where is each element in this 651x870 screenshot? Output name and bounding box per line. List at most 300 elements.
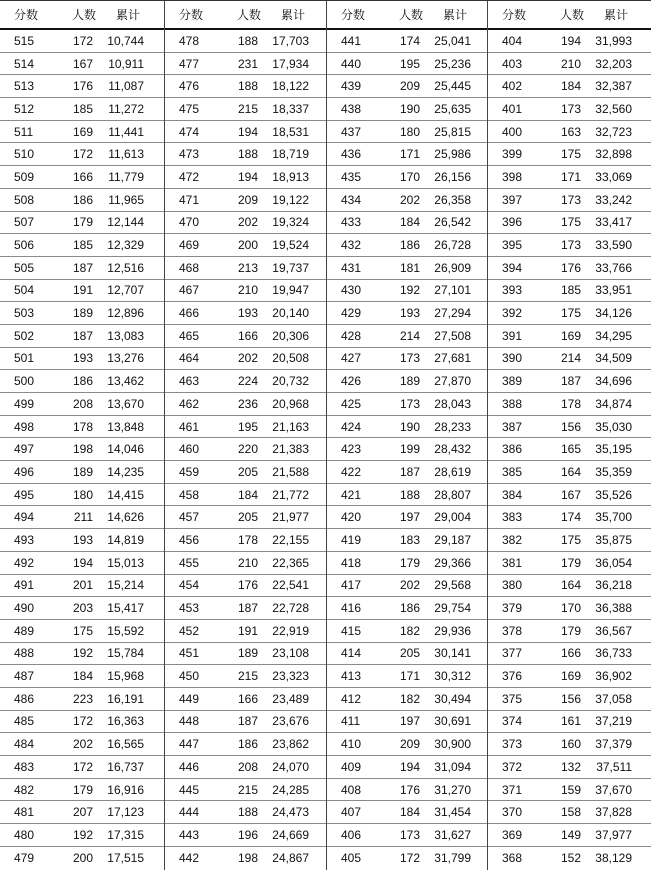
score-cell: 410 [341, 737, 362, 752]
count-cell: 178 [560, 396, 581, 411]
table-row [165, 257, 326, 280]
score-cell: 435 [341, 169, 362, 184]
score-cell: 499 [14, 396, 35, 411]
table-row [488, 824, 651, 847]
table-row [165, 30, 326, 53]
cumulative-cell: 20,508 [272, 351, 309, 366]
score-cell: 378 [502, 623, 523, 638]
table-row [165, 643, 326, 666]
table-row [327, 98, 487, 121]
score-cell: 439 [341, 79, 362, 94]
score-cell: 413 [341, 669, 362, 684]
score-cell: 406 [341, 827, 362, 842]
table-row [327, 234, 487, 257]
count-cell: 188 [237, 805, 258, 820]
cumulative-cell: 35,700 [595, 510, 632, 525]
cumulative-cell: 26,358 [434, 192, 471, 207]
score-cell: 505 [14, 260, 35, 275]
count-cell: 170 [399, 169, 420, 184]
table-row [165, 393, 326, 416]
score-cell: 465 [179, 328, 200, 343]
score-cell: 457 [179, 510, 200, 525]
header-row [488, 1, 651, 30]
score-cell: 445 [179, 782, 200, 797]
table-row [0, 189, 164, 212]
score-cell: 446 [179, 759, 200, 774]
table-row [165, 75, 326, 98]
table-row [488, 121, 651, 144]
cumulative-cell: 36,218 [595, 578, 632, 593]
count-cell: 200 [72, 851, 93, 866]
table-row [488, 370, 651, 393]
cumulative-cell: 22,728 [272, 601, 309, 616]
score-cell: 427 [341, 351, 362, 366]
score-cell: 443 [179, 827, 200, 842]
table-row [0, 643, 164, 666]
table-row [488, 529, 651, 552]
score-cell: 380 [502, 578, 523, 593]
cumulative-cell: 25,635 [434, 101, 471, 116]
cumulative-cell: 26,728 [434, 238, 471, 253]
cumulative-cell: 19,324 [272, 215, 309, 230]
score-cell: 369 [502, 827, 523, 842]
score-cell: 381 [502, 555, 523, 570]
cumulative-cell: 11,087 [108, 79, 144, 94]
count-cell: 202 [237, 351, 258, 366]
table-row [0, 280, 164, 303]
count-cell: 166 [237, 691, 258, 706]
cumulative-cell: 21,977 [272, 510, 309, 525]
score-cell: 460 [179, 442, 200, 457]
score-cell: 430 [341, 283, 362, 298]
score-cell: 398 [502, 169, 523, 184]
count-cell: 132 [560, 759, 581, 774]
header-row [0, 1, 164, 30]
score-cell: 506 [14, 238, 35, 253]
cumulative-cell: 16,363 [107, 714, 144, 729]
table-row [327, 166, 487, 189]
table-row [0, 801, 164, 824]
score-cell: 507 [14, 215, 35, 230]
count-cell: 172 [72, 147, 93, 162]
cumulative-cell: 20,968 [272, 396, 309, 411]
cumulative-cell: 34,126 [595, 306, 632, 321]
count-cell: 190 [399, 419, 420, 434]
cumulative-cell: 18,337 [272, 101, 309, 116]
count-cell: 236 [237, 396, 258, 411]
cumulative-cell: 37,379 [595, 737, 632, 752]
count-cell: 202 [237, 215, 258, 230]
score-cell: 411 [341, 714, 361, 729]
count-cell: 184 [399, 805, 420, 820]
cumulative-cell: 14,235 [107, 464, 144, 479]
score-cell: 415 [341, 623, 362, 638]
cumulative-cell: 13,462 [107, 374, 144, 389]
count-cell: 210 [237, 283, 258, 298]
table-row [0, 506, 164, 529]
table-row [0, 257, 164, 280]
table-row [165, 506, 326, 529]
count-cell: 188 [237, 147, 258, 162]
table-row [488, 597, 651, 620]
cumulative-cell: 34,509 [595, 351, 632, 366]
count-cell: 179 [560, 623, 581, 638]
count-cell: 182 [399, 691, 420, 706]
cumulative-cell: 28,619 [434, 464, 471, 479]
table-row [165, 416, 326, 439]
score-cell: 424 [341, 419, 362, 434]
cumulative-cell: 28,043 [434, 396, 471, 411]
table-row [488, 552, 651, 575]
table-row [0, 756, 164, 779]
cumulative-cell: 19,122 [272, 192, 309, 207]
cumulative-cell: 13,670 [107, 396, 144, 411]
table-row [488, 75, 651, 98]
cumulative-cell: 17,515 [107, 851, 144, 866]
score-cell: 486 [14, 691, 35, 706]
cumulative-cell: 17,703 [272, 33, 309, 48]
cumulative-cell: 37,219 [595, 714, 632, 729]
score-cell: 426 [341, 374, 362, 389]
score-cell: 388 [502, 396, 523, 411]
cumulative-cell: 16,737 [107, 759, 144, 774]
count-cell: 202 [399, 578, 420, 593]
count-cell: 186 [399, 601, 420, 616]
count-cell: 186 [237, 737, 258, 752]
table-row [327, 801, 487, 824]
score-cell: 455 [179, 555, 200, 570]
score-cell: 386 [502, 442, 523, 457]
count-cell: 200 [237, 238, 258, 253]
score-cell: 376 [502, 669, 523, 684]
score-cell: 416 [341, 601, 362, 616]
header-row [165, 1, 326, 30]
table-row [488, 801, 651, 824]
table-row [0, 665, 164, 688]
cumulative-cell: 36,054 [595, 555, 632, 570]
count-cell: 172 [399, 851, 420, 866]
table-row [488, 166, 651, 189]
table-row [488, 756, 651, 779]
score-cell: 418 [341, 555, 362, 570]
score-cell: 472 [179, 169, 200, 184]
count-cell: 158 [560, 805, 581, 820]
score-cell: 503 [14, 306, 35, 321]
count-cell: 173 [399, 396, 420, 411]
cumulative-cell: 27,101 [434, 283, 471, 298]
count-cell: 215 [237, 782, 258, 797]
count-cell: 205 [237, 464, 258, 479]
score-cell: 449 [179, 691, 200, 706]
count-cell: 161 [560, 714, 581, 729]
score-cell: 374 [502, 714, 523, 729]
table-row [488, 665, 651, 688]
score-cell: 423 [341, 442, 362, 457]
score-cell: 414 [341, 646, 362, 661]
table-row [0, 575, 164, 598]
cumulative-cell: 26,909 [434, 260, 471, 275]
score-cell: 409 [341, 759, 362, 774]
table-row [165, 166, 326, 189]
table-row [327, 779, 487, 802]
table-row [165, 847, 326, 870]
table-row [327, 756, 487, 779]
table-row [327, 280, 487, 303]
header-score: 分数 [341, 8, 366, 22]
table-row [488, 643, 651, 666]
cumulative-cell: 35,875 [595, 532, 632, 547]
table-row [488, 302, 651, 325]
table-row [488, 325, 651, 348]
cumulative-cell: 12,329 [107, 238, 144, 253]
table-row [327, 325, 487, 348]
cumulative-cell: 12,516 [107, 260, 144, 275]
count-cell: 231 [237, 56, 258, 71]
cumulative-cell: 16,565 [107, 737, 144, 752]
count-cell: 193 [72, 351, 93, 366]
cumulative-cell: 36,388 [595, 601, 632, 616]
cumulative-cell: 26,156 [434, 169, 471, 184]
cumulative-cell: 25,986 [434, 147, 471, 162]
score-cell: 417 [341, 578, 362, 593]
table-row [488, 53, 651, 76]
score-cell: 502 [14, 328, 35, 343]
count-cell: 176 [399, 782, 420, 797]
score-cell: 491 [14, 578, 35, 593]
header-score: 分数 [502, 8, 527, 22]
count-cell: 171 [560, 169, 581, 184]
cumulative-cell: 23,676 [272, 714, 309, 729]
table-row [165, 302, 326, 325]
table-row [0, 234, 164, 257]
count-cell: 173 [399, 351, 420, 366]
count-cell: 192 [72, 827, 93, 842]
cumulative-cell: 15,013 [107, 555, 144, 570]
table-row [488, 575, 651, 598]
cumulative-cell: 17,315 [107, 827, 144, 842]
count-cell: 192 [72, 646, 93, 661]
count-cell: 167 [72, 56, 93, 71]
cumulative-cell: 12,144 [107, 215, 144, 230]
header-count: 人数 [559, 8, 584, 22]
header-cumulative: 累计 [603, 8, 628, 22]
count-cell: 186 [72, 374, 93, 389]
cumulative-cell: 17,123 [107, 805, 144, 820]
table-row [488, 620, 651, 643]
score-cell: 440 [341, 56, 362, 71]
score-cell: 466 [179, 306, 200, 321]
count-cell: 194 [560, 33, 581, 48]
table-row [0, 552, 164, 575]
table-row [165, 733, 326, 756]
count-cell: 184 [560, 79, 581, 94]
score-cell: 496 [14, 464, 35, 479]
table-row [327, 824, 487, 847]
score-cell: 474 [179, 124, 200, 139]
cumulative-cell: 15,214 [107, 578, 144, 593]
table-row [0, 212, 164, 235]
cumulative-cell: 24,867 [272, 851, 309, 866]
score-cell: 408 [341, 782, 362, 797]
cumulative-cell: 31,627 [434, 827, 471, 842]
table-row [327, 30, 487, 53]
cumulative-cell: 29,568 [434, 578, 471, 593]
cumulative-cell: 12,707 [107, 283, 144, 298]
count-cell: 187 [72, 328, 93, 343]
cumulative-cell: 37,058 [595, 691, 632, 706]
score-cell: 389 [502, 374, 523, 389]
cumulative-cell: 30,312 [434, 669, 471, 684]
count-cell: 197 [399, 714, 420, 729]
score-cell: 384 [502, 487, 523, 502]
header-cumulative: 累计 [280, 8, 305, 22]
table-row [327, 348, 487, 371]
cumulative-cell: 35,526 [595, 487, 632, 502]
cumulative-cell: 32,898 [595, 147, 632, 162]
count-cell: 167 [560, 487, 581, 502]
table-row [327, 143, 487, 166]
count-cell: 175 [560, 147, 581, 162]
score-cell: 489 [14, 623, 35, 638]
cumulative-cell: 29,936 [434, 623, 471, 638]
count-cell: 185 [560, 283, 581, 298]
cumulative-cell: 31,993 [595, 33, 632, 48]
cumulative-cell: 23,862 [272, 737, 309, 752]
count-cell: 149 [560, 827, 581, 842]
cumulative-cell: 22,365 [272, 555, 309, 570]
cumulative-cell: 14,819 [107, 532, 144, 547]
cumulative-cell: 18,913 [272, 169, 309, 184]
table-row [327, 461, 487, 484]
count-cell: 194 [237, 124, 258, 139]
cumulative-cell: 18,531 [272, 124, 309, 139]
count-cell: 215 [237, 101, 258, 116]
count-cell: 170 [560, 601, 581, 616]
table-row [327, 529, 487, 552]
score-cell: 452 [179, 623, 200, 638]
score-cell: 464 [179, 351, 200, 366]
table-row [327, 438, 487, 461]
table-row [327, 665, 487, 688]
count-cell: 175 [560, 215, 581, 230]
cumulative-cell: 33,242 [595, 192, 632, 207]
count-cell: 210 [237, 555, 258, 570]
table-row [488, 234, 651, 257]
count-cell: 203 [72, 601, 93, 616]
header-count: 人数 [71, 8, 96, 22]
score-cell: 405 [341, 851, 362, 866]
count-cell: 174 [560, 510, 581, 525]
score-cell: 490 [14, 601, 35, 616]
table-row [0, 779, 164, 802]
score-cell: 515 [14, 33, 35, 48]
count-cell: 172 [72, 759, 93, 774]
count-cell: 220 [237, 442, 258, 457]
table-row [0, 847, 164, 870]
score-cell: 504 [14, 283, 35, 298]
cumulative-cell: 11,779 [108, 169, 144, 184]
table-row [488, 257, 651, 280]
header-score: 分数 [14, 8, 39, 22]
score-cell: 429 [341, 306, 362, 321]
score-cell: 373 [502, 737, 523, 752]
cumulative-cell: 27,870 [434, 374, 471, 389]
count-cell: 184 [399, 215, 420, 230]
count-cell: 199 [399, 442, 420, 457]
table-row [0, 53, 164, 76]
table-row [165, 665, 326, 688]
header-cumulative: 累计 [442, 8, 467, 22]
score-cell: 501 [14, 351, 35, 366]
count-cell: 188 [399, 487, 420, 502]
table-row [488, 711, 651, 734]
score-cell: 379 [502, 601, 523, 616]
cumulative-cell: 33,590 [595, 238, 632, 253]
score-cell: 407 [341, 805, 362, 820]
score-cell: 514 [14, 56, 35, 71]
table-row [0, 416, 164, 439]
table-row [165, 53, 326, 76]
count-cell: 193 [237, 306, 258, 321]
table-row [488, 143, 651, 166]
count-cell: 210 [560, 56, 581, 71]
count-cell: 164 [560, 578, 581, 593]
header-count: 人数 [398, 8, 423, 22]
count-cell: 179 [399, 555, 420, 570]
count-cell: 191 [237, 623, 258, 638]
cumulative-cell: 27,681 [434, 351, 471, 366]
table-row [327, 75, 487, 98]
cumulative-cell: 37,828 [595, 805, 632, 820]
score-cell: 395 [502, 238, 523, 253]
cumulative-cell: 25,815 [434, 124, 471, 139]
cumulative-cell: 15,968 [107, 669, 144, 684]
cumulative-cell: 28,432 [434, 442, 471, 457]
count-cell: 195 [237, 419, 258, 434]
count-cell: 176 [72, 79, 93, 94]
score-cell: 402 [502, 79, 523, 94]
count-cell: 188 [237, 79, 258, 94]
table-row [488, 779, 651, 802]
score-cell: 399 [502, 147, 523, 162]
count-cell: 209 [399, 737, 420, 752]
count-cell: 179 [560, 555, 581, 570]
score-cell: 425 [341, 396, 362, 411]
score-cell: 433 [341, 215, 362, 230]
cumulative-cell: 11,272 [108, 101, 144, 116]
count-cell: 160 [560, 737, 581, 752]
count-cell: 166 [237, 328, 258, 343]
cumulative-cell: 31,799 [434, 851, 471, 866]
score-cell: 385 [502, 464, 523, 479]
count-cell: 187 [237, 601, 258, 616]
cumulative-cell: 29,754 [434, 601, 471, 616]
score-cell: 392 [502, 306, 523, 321]
score-cell: 495 [14, 487, 35, 502]
score-cell: 450 [179, 669, 200, 684]
table-row [488, 30, 651, 53]
score-cell: 511 [14, 124, 34, 139]
cumulative-cell: 37,977 [595, 827, 632, 842]
table-row [0, 302, 164, 325]
count-cell: 173 [399, 827, 420, 842]
score-cell: 437 [341, 124, 362, 139]
header-score: 分数 [179, 8, 204, 22]
table-row [165, 438, 326, 461]
cumulative-cell: 22,155 [272, 532, 309, 547]
count-cell: 211 [73, 510, 93, 525]
cumulative-cell: 21,588 [272, 464, 309, 479]
